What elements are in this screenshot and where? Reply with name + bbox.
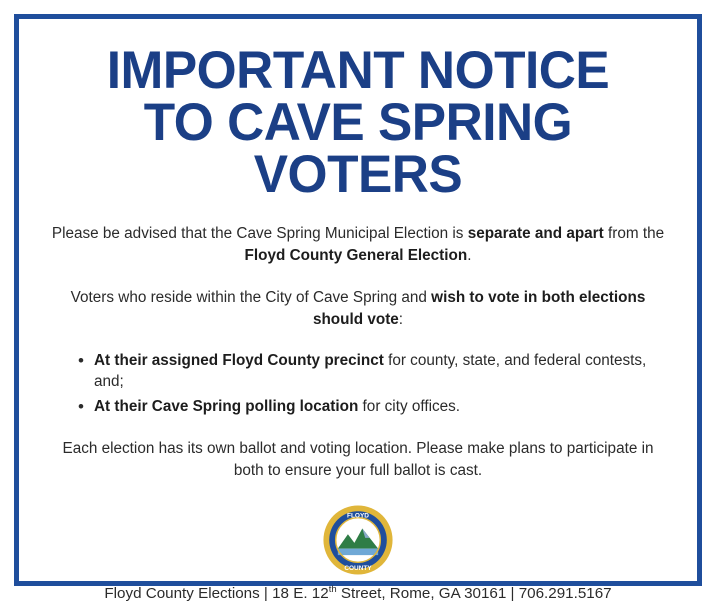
floyd-county-seal-icon bbox=[322, 504, 394, 576]
p2-bold-1: wish to vote in both elections should vote bbox=[312, 289, 646, 329]
paragraph-both-elections bbox=[48, 287, 668, 331]
p1-bold-2: Floyd County General Election bbox=[244, 246, 468, 264]
list-item bbox=[94, 350, 668, 393]
p1-text-2: from the bbox=[603, 224, 665, 242]
seal-top-text: FLOYD bbox=[347, 512, 369, 520]
headline-line-1: IMPORTANT NOTICE bbox=[106, 41, 610, 100]
p2-text-1: Voters who reside within the City of Cave Spring and bbox=[70, 289, 432, 307]
footer-text-1: Floyd County Elections | 18 E. 12 bbox=[104, 585, 329, 602]
footer-text-2: Street, Rome, GA 30161 | 706.291.5167 bbox=[336, 585, 612, 602]
page-title bbox=[56, 41, 659, 204]
headline-line-2: TO CAVE SPRING VOTERS bbox=[143, 92, 573, 204]
p1-text-1: Please be advised that the Cave Spring Municipal Election is bbox=[51, 224, 468, 242]
p1-bold-1: separate and apart bbox=[467, 224, 604, 242]
voting-instructions-list bbox=[48, 350, 668, 418]
footer-contact bbox=[104, 584, 611, 602]
bullet-1-bold: At their assigned Floyd County precinct bbox=[94, 351, 384, 369]
bullet-2-text: for city offices. bbox=[358, 397, 461, 415]
seal-container bbox=[322, 504, 394, 576]
notice-border bbox=[14, 14, 702, 602]
list-item bbox=[94, 396, 668, 418]
bullet-2-bold: At their Cave Spring polling location bbox=[94, 397, 359, 415]
paragraph-closing: Each election has its own ballot and voting location. Please make plans to participate in both to ensure your full ballot is cast. bbox=[62, 439, 654, 479]
notice-body bbox=[48, 223, 668, 502]
p1-text-3: . bbox=[467, 246, 472, 264]
paragraph-separate-apart bbox=[48, 223, 668, 267]
footer-superscript: th bbox=[328, 584, 337, 595]
bullet-1-text: for county, state, and federal contests, and; bbox=[94, 351, 647, 391]
seal-bottom-text: COUNTY bbox=[344, 565, 372, 573]
p2-text-2: : bbox=[398, 311, 404, 329]
